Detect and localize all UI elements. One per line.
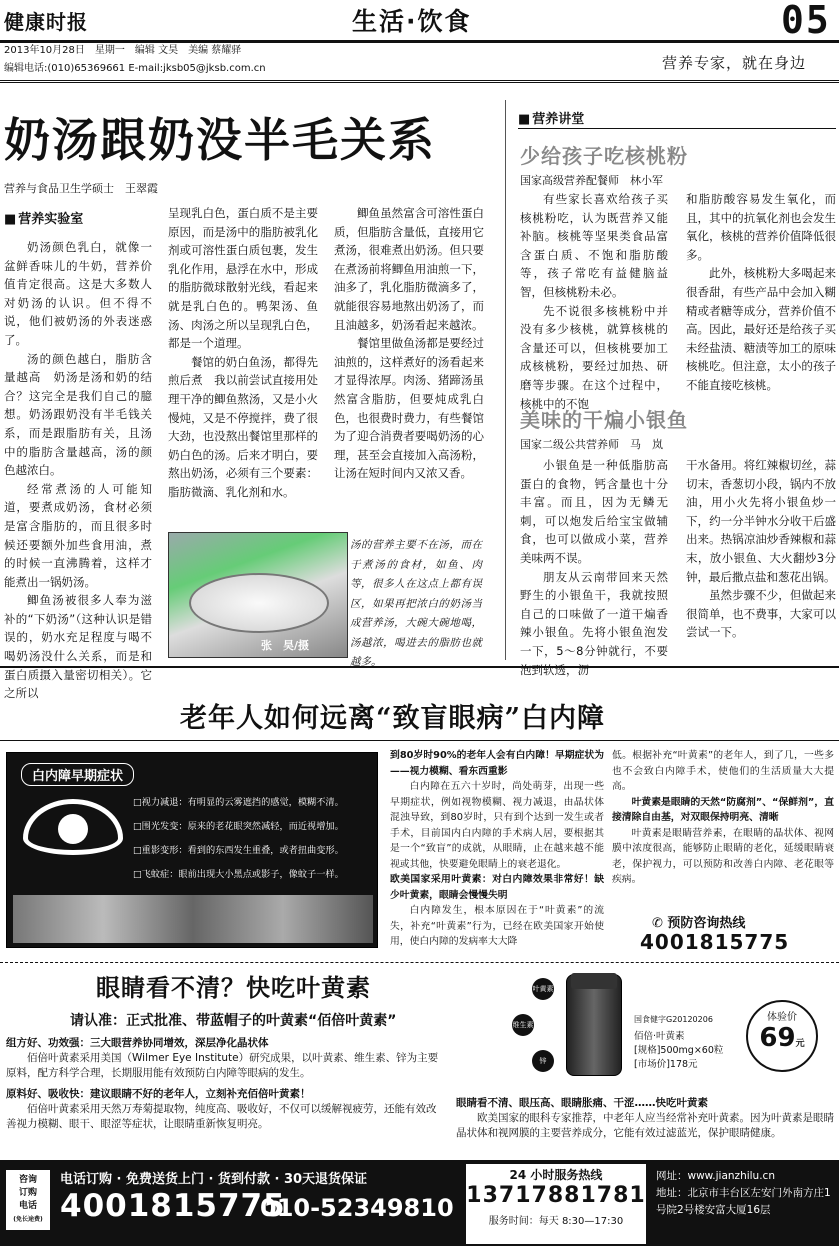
lutein-ad-sub: 请认准：正式批准、带蓝帽子的叶黄素“佰倍叶黄素” — [70, 1013, 397, 1029]
photo-credit: 张 昊/摄 — [261, 639, 310, 652]
lutein-left-text — [6, 1036, 446, 1132]
service-terms: 电话订购 · 免费送货上门 · 货到付款 · 30天退货保证 — [60, 1172, 368, 1187]
address: 地址：北京市丰台区左安门外南方庄1号院2号楼安富大厦16层 — [656, 1187, 831, 1216]
phone-primary[interactable]: 4001815775 — [60, 1188, 286, 1224]
lecture-rule — [518, 128, 836, 129]
masthead-rule — [0, 40, 839, 43]
approval-number: 国食健字G20120206 — [634, 1015, 713, 1024]
paragraph: 此外，核桃粉大多喝起来很香甜，有些产品中会加入糊精或者糖等成分，营养价值不高。因此，最好还是给孩子买未经盐渍、糖渍等加工的原味核桃吃。但注意，太小的孩子不能直接吃核桃。 — [686, 266, 836, 392]
pupil-icon — [58, 814, 88, 844]
cataract-right-text — [612, 748, 834, 888]
phone-secondary[interactable]: 010-52349810 — [260, 1194, 454, 1222]
mid-heading: 到80岁时90%的老年人会有白内障！早期症状为——视力模糊、看东西重影 — [390, 750, 604, 777]
silverfish-article-byline: 国家二级公共营养师 马 岚 — [520, 438, 663, 451]
paragraph: 经常煮汤的人可能知道，要煮成奶汤，食材必须是富含脂肪的，而且很多时候还要额外加些食用油，煮的时候一直沸腾着，这样才能煮出一锅奶汤。 — [4, 481, 152, 589]
paragraph: 欧美国家的眼科专家推荐，中老年人应当经常补充叶黄素。因为叶黄素是眼睛晶状体和视网膜的主要营养成分，它能有效过滤蓝光，保护眼睛健康。 — [456, 1112, 834, 1139]
paragraph: 佰倍叶黄素采用美国（Wilmer Eye Institute）研究成果，以叶黄素、维生素、锌为主要原料，配方科学合理，长期服用能有效预防白内障等眼病的发生。 — [6, 1052, 439, 1079]
paragraph: 奶汤颜色乳白，就像一盆鲜香味儿的牛奶，营养价值肯定很高。这是大多数人对奶汤的认识。但不得不说，他们被奶汤的外表迷惑了。 — [4, 240, 152, 347]
symptom-title: 白内障早期症状 — [21, 763, 134, 786]
web-address — [656, 1168, 834, 1219]
photo-caption: 汤的营养主要不在汤，而在于煮汤的食材，如鱼、肉等，很多人在这点上都有误区，如果再把浓白的奶汤当成营养汤，大碗大碗地喝，汤越浓，喝进去的脂肪也就越多。 — [350, 539, 482, 668]
section-tag-lab: ■ 营养实验室 — [4, 208, 83, 227]
hotline-number: 4001815775 — [640, 930, 790, 954]
silverfish-article-title: 美味的干煸小银鱼 — [520, 408, 688, 432]
slogan: 营养专家，就在身边 — [662, 54, 807, 72]
badge-vitamin: 维生素 — [512, 1014, 534, 1036]
paragraph: 低。根据补充“叶黄素”的老年人，到了几，一些多也不会致白内障手术，使他们的生活质量大大提高。 — [612, 750, 834, 792]
paragraph: 白内障发生，根本原因在于“叶黄素”的流失，补充“叶黄素”行为，已经在欧美国家开始使用，使白内障的发病率大大降 — [390, 905, 604, 947]
exp-label: 体验价 — [767, 1012, 797, 1023]
mid-heading: 欧美国家采用叶黄素：对白内障效果非常好！缺少叶黄素，眼睛会慢慢失明 — [390, 874, 604, 901]
section-tag-lecture: ■ 营养讲堂 — [518, 108, 584, 127]
hotline-number[interactable]: 13717881781 — [466, 1183, 646, 1208]
masthead-bottom-rule — [0, 80, 839, 83]
hotline-box — [466, 1164, 646, 1244]
mid-heading: 叶黄素是眼睛的天然“防腐剂”、“保鲜剂”，直接清除自由基，对双眼保持明亮、清晰 — [612, 796, 834, 823]
section-title: 生活·饮食 — [352, 7, 472, 36]
product-price: [市场价]178元 — [634, 1059, 698, 1070]
main-col-1 — [4, 238, 152, 703]
symptom-list — [133, 791, 375, 887]
paragraph: 虽然步骤不少，但做起来很简单，也不费事，大家可以尝试一下。 — [686, 588, 836, 640]
paragraph: 小银鱼是一种低脂肪高蛋白的食物，钙含量也十分丰富。而且，因为无鳞无刺，可以炮发后给宝宝做辅食，也可以做成小菜，营养美味两不误。 — [520, 458, 668, 565]
paragraph: 鲫鱼虽然富含可溶性蛋白质，但脂肪含量低，直接用它煮汤，很难煮出奶汤。但只要在煮汤前将鲫鱼用油煎一下，油多了，乳化脂肪微滴多了，就能很容易地熬出奶汤了，而且油越多，奶汤看起来越浓。 — [334, 206, 484, 332]
badge-lutein: 叶黄素 — [532, 978, 554, 1000]
hotline-label: ✆ 预防咨询热线 — [652, 916, 746, 931]
symptom-item: □视力减退：有明显的云雾遮挡的感觉，模糊不清。 — [133, 797, 344, 808]
paragraph: 先不说很多核桃粉中并没有多少核桃，就算核桃的含量还可以，但核桃要加工成核桃粉，要经过加热、研磨等步骤。在这个过程中，核桃中的不饱 — [520, 303, 668, 411]
silverfish-col-2 — [686, 456, 836, 642]
para-heading: 原料好、吸收快：建议眼睛不好的老年人，立刻补充佰倍叶黄素！ — [6, 1088, 311, 1100]
lutein-ad-headline: 眼睛看不清？快吃叶黄素 — [96, 973, 371, 1002]
paragraph: 鲫鱼汤被很多人奉为滋补的“下奶汤”（这种认识是错误的，奶水充足程度与喝不喝奶汤没什么关系，而是和蛋白质摄入量密切相关）。它之所以 — [4, 593, 152, 701]
cataract-ad-headline: 老年人如何远离“致盲眼病”白内障 — [180, 703, 606, 734]
symptom-item: □围光发变：原来的老花眼突然减轻，而近视增加。 — [133, 821, 344, 832]
walnut-col-1 — [520, 190, 668, 413]
walnut-col-2 — [686, 190, 836, 395]
page-number: 05 — [781, 0, 831, 42]
paragraph: 朋友从云南带回来天然野生的小银鱼干，我就按照自己的口味做了一道干煸香辣小银鱼。先将小银鱼泡发一下，5～8分钟就行，不要泡到软透，沥 — [520, 569, 668, 677]
date-line: 2013年10月28日 星期一 编辑 文昊 美编 蔡耀驿 — [4, 45, 242, 56]
ad-divider — [0, 962, 839, 963]
ad-rule — [0, 740, 839, 741]
eye-icon — [23, 799, 123, 855]
lutein-right-text — [456, 1096, 834, 1141]
contact-label-box: 咨询 订购 电话 (免长途费) — [6, 1170, 50, 1230]
symptom-item: □飞蚊症：眼前出现大小黑点或影子，像蚊子一样。 — [133, 869, 344, 880]
badge-zinc: 锌 — [532, 1050, 554, 1072]
paragraph: 佰倍叶黄素采用天然万寿菊提取物，纯度高、吸收好，不仅可以缓解视疲劳，还能有效改善视力模糊、眼干、眼涩等症状，让眼睛重新恢复明亮。 — [6, 1103, 437, 1130]
paragraph: 餐馆里做鱼汤都是要经过油煎的，这样煮好的汤看起来才显得浓厚。肉汤、猪蹄汤虽然富含脂肪，但要炖成乳白色，也很费时费力，有些餐馆为了迎合消费者要喝奶汤的心理，甚至会直接加入高汤粉，让汤在短时间内又浓又香。 — [334, 336, 484, 481]
newspaper-logo — [4, 6, 88, 35]
soup-bowl — [189, 573, 329, 633]
paragraph: 汤的颜色越白，脂肪含量越高 奶汤是汤和奶的结合？这完全是我们自己的臆想。奶汤跟奶没有半毛钱关系，而是跟脂肪有关，且汤中的脂肪含量越高，汤的颜色越浓白。 — [4, 351, 152, 478]
cataract-symptom-box — [6, 752, 378, 948]
contact-line: 编辑电话:(010)65369661 E-mail:jksb05@jksb.com.cn — [4, 63, 266, 74]
paragraph: 叶黄素是眼睛营养素，在眼睛的晶状体、视网膜中浓度很高，能够防止眼睛的老化，延缓眼睛衰老，保护视力，可以预防和改善白内障、老花眼等疾病。 — [612, 827, 834, 885]
hotline-label: 24 小时服务热线 — [509, 1168, 603, 1182]
service-hours: 服务时间：每天 8:30—17:30 — [488, 1216, 624, 1227]
main-col-3 — [334, 204, 484, 483]
walnut-article-byline: 国家高级营养配餐师 林小军 — [520, 174, 663, 187]
product-info — [634, 1030, 723, 1072]
para-heading: 眼睛看不清、眼压高、眼睛胀痛、干涩……快吃叶黄素 — [456, 1097, 708, 1109]
product-bottle — [566, 974, 622, 1076]
logo-text: 健康时报 — [4, 10, 88, 34]
website[interactable]: 网址：www.jianzhilu.cn — [656, 1170, 775, 1182]
paragraph: 餐馆的奶白鱼汤，都得先煎后煮 我以前尝试直接用处理干净的鲫鱼熬汤，又是小火慢炖，又是不停搅拌，费了很大劲，也没熬出餐馆里那样的奶白色的汤。后来才明白，要熬出奶汤，必须有三个要素：脂肪微滴、乳化剂和水。 — [168, 354, 318, 499]
main-article-title: 奶汤跟奶没半毛关系 — [4, 113, 436, 167]
paragraph: 干水备用。将红辣椒切丝，蒜切末，香葱切小段，锅内不放油，用小火先将小银鱼炒一下，约一分半钟水分收干后盛出来。热锅凉油炒香辣椒和蒜末，放小银鱼、大火翻炒3分钟，最后撒点盐和葱花出锅。 — [686, 458, 836, 584]
bottom-bar — [0, 1160, 839, 1246]
bottle-cap — [571, 973, 617, 989]
paragraph: 有些家长喜欢给孩子买核桃粉吃，认为既营养又能补脑。核桃等坚果类食品富含蛋白质、不饱和脂肪酸等，孩子常吃有益健脑益智，但核桃粉未必。 — [520, 192, 668, 299]
walnut-article-title: 少给孩子吃核桃粉 — [520, 144, 688, 168]
exp-price: 69元 — [759, 1023, 805, 1053]
paragraph: 呈现乳白色，蛋白质不是主要原因，而是汤中的脂肪被乳化剂或可溶性蛋白质包裹，发生乳化作用，悬浮在水中，形成的脂肪微球散射光线，看起来就是乳白色的。鸭架汤、鱼汤、肉汤之所以呈现乳白色，都是一个道理。 — [168, 206, 318, 351]
product-name: 佰倍·叶黄素 — [634, 1031, 685, 1042]
silverfish-col-1 — [520, 456, 668, 679]
soup-photo — [168, 532, 348, 658]
para-heading: 组方好、功效强：三大眼营养协同增效，深层净化晶状体 — [6, 1037, 269, 1049]
paragraph: 和脂肪酸容易发生氧化，而且，其中的抗氧化剂也会发生氧化，核桃的营养价值降低很多。 — [686, 192, 836, 262]
price-seal — [746, 1000, 818, 1072]
cataract-mid-text — [390, 748, 604, 950]
paragraph: 白内障在五六十岁时，尚处萌芽，出现一些早期症状，例如视物模糊、视力减退，由晶状体混浊导致，到80岁时，只有到个达到一发生或者手术，目前国内白内障的手术病人居，要根据其是一个“致盲”的成就，从眼睛，止在越来越不能视或其他，快要避免眼睛上的衰老退化。 — [390, 781, 604, 870]
symptom-item: □重影变形：看到的东西发生重叠，或者扭曲变形。 — [133, 845, 344, 856]
main-article-byline: 营养与食品卫生学硕士 王翠霞 — [4, 182, 158, 195]
main-col-2 — [168, 204, 318, 502]
product-spec: [规格]500mg×60粒 — [634, 1045, 724, 1056]
ad-top-rule — [0, 666, 839, 668]
surgery-illustration — [13, 895, 373, 943]
column-divider — [505, 100, 506, 660]
